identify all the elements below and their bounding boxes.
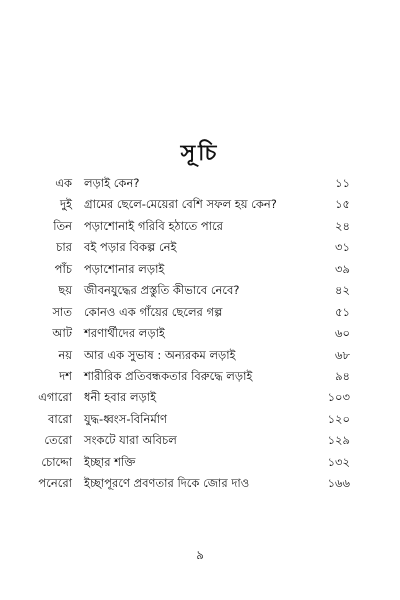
chapter-title: ইচ্ছার শক্তি [84, 454, 136, 469]
toc-entry [0, 279, 400, 300]
chapter-page: ২৪ [335, 218, 350, 233]
chapter-title: যুদ্ধ-ধ্বংস-বিনির্মাণ [84, 411, 168, 426]
chapter-number: পনেরো [38, 476, 72, 491]
chapter-page: ১১ [335, 176, 350, 190]
toc-entry [0, 322, 400, 343]
chapter-number: তেরো [44, 433, 72, 448]
chapter-page: ৯৪ [335, 368, 350, 383]
chapter-number: চোদ্দো [41, 454, 72, 469]
chapter-title: পড়াশোনার লড়াই [84, 261, 165, 276]
chapter-page: ১৩২ [327, 454, 350, 469]
chapter-page: ৩১ [335, 240, 350, 255]
chapter-number: দুই [59, 197, 72, 212]
chapter-number: পাঁচ [54, 261, 72, 276]
page-title: সূচি [180, 141, 220, 166]
chapter-page: ১৫ [335, 197, 350, 212]
chapter-number: তিন [53, 218, 72, 233]
chapter-number: চার [56, 240, 72, 255]
chapter-title: লড়াই কেন? [84, 176, 140, 190]
chapter-page: ১০৩ [327, 390, 350, 405]
toc-entry [0, 301, 400, 322]
chapter-page: ১২৯ [327, 433, 350, 448]
chapter-number: আট [52, 326, 72, 341]
toc-entry [0, 472, 400, 493]
chapter-number: ছয় [58, 283, 72, 298]
chapter-number: দশ [59, 368, 72, 383]
chapter-page: ৫১ [335, 304, 350, 319]
chapter-page: ৪২ [335, 283, 350, 298]
toc-entry [0, 172, 400, 193]
chapter-number: এগারো [38, 390, 72, 405]
toc-entry [0, 258, 400, 279]
toc-entry [0, 215, 400, 236]
chapter-title: আর এক সুভাষ : অন্যরকম লড়াই [84, 347, 236, 362]
chapter-title: বই পড়ার বিকল্প নেই [84, 240, 177, 255]
chapter-title: ধনী হবার লড়াই [84, 390, 157, 405]
chapter-number: নয় [58, 347, 72, 362]
chapter-page: ১২০ [327, 411, 350, 426]
chapter-title: সংকটে যারা অবিচল [84, 433, 177, 448]
table-of-contents [0, 172, 400, 494]
chapter-title: ইচ্ছাপূরণে প্রবণতার দিকে জোর দাও [84, 476, 250, 491]
toc-entry [0, 236, 400, 257]
chapter-page: ৬৮ [335, 347, 350, 362]
chapter-title: শরণার্থীদের লড়াই [84, 326, 165, 341]
toc-entry [0, 193, 400, 214]
toc-entry [0, 451, 400, 472]
chapter-title: কোনও এক গাঁয়ের ছেলের গল্প [84, 304, 223, 319]
toc-entry [0, 386, 400, 407]
toc-entry [0, 408, 400, 429]
chapter-page: ১৬৬ [327, 476, 350, 491]
toc-entry [0, 344, 400, 365]
chapter-number: বারো [47, 411, 72, 426]
toc-entry [0, 429, 400, 450]
page-number: ৯ [196, 548, 204, 562]
chapter-number: এক [55, 176, 72, 190]
chapter-page: ৩৯ [335, 261, 350, 276]
chapter-number: সাত [52, 304, 72, 319]
chapter-title: শারীরিক প্রতিবন্ধকতার বিরুদ্ধে লড়াই [84, 368, 253, 383]
chapter-page: ৬০ [335, 326, 350, 341]
chapter-title: জীবনযুদ্ধের প্রস্তুতি কীভাবে নেবে? [84, 283, 240, 298]
chapter-title: গ্রামের ছেলে-মেয়েরা বেশি সফল হয় কেন? [84, 197, 277, 212]
toc-entry [0, 365, 400, 386]
chapter-title: পড়াশোনাই গরিবি হঠাতে পারে [84, 218, 223, 233]
